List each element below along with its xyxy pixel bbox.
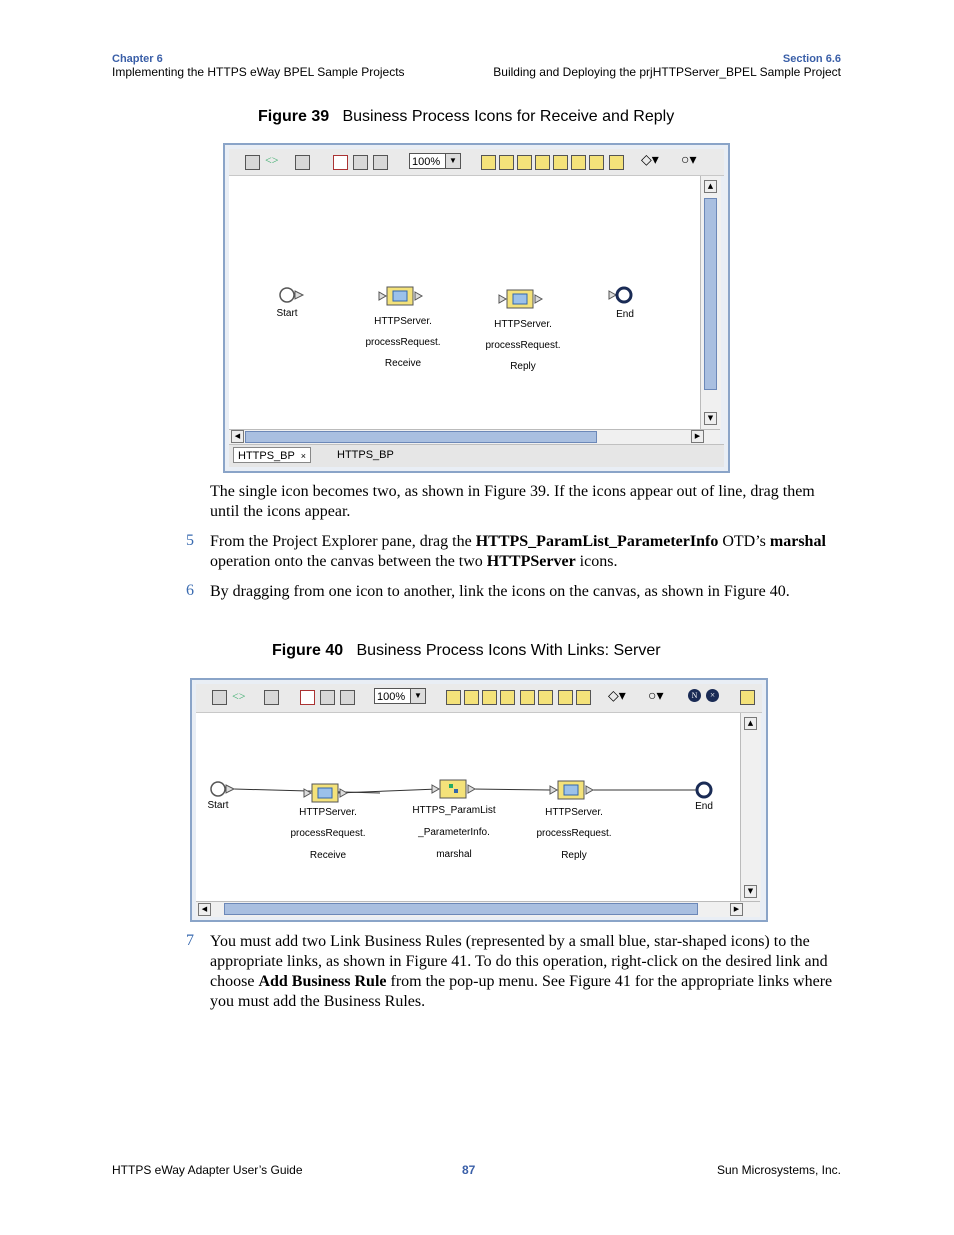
activity-icon-6[interactable] xyxy=(571,155,586,170)
step-7-number: 7 xyxy=(186,932,194,949)
figure-40-title: Business Process Icons With Links: Server xyxy=(356,642,661,659)
step-5-otd-name: HTTPS_ParamList_ParameterInfo xyxy=(475,533,719,550)
receive-in-port-icon xyxy=(379,292,386,300)
activity-icon-2[interactable] xyxy=(464,690,479,705)
activity-icon-3[interactable] xyxy=(517,155,532,170)
figure-40-toolbar xyxy=(196,684,762,713)
start-label: Start xyxy=(276,308,298,319)
footer-guide-title: HTTPS eWay Adapter User’s Guide xyxy=(112,1163,303,1177)
figure-39-title: Business Process Icons for Receive and Reply xyxy=(342,108,675,125)
figure-39-diagram xyxy=(229,176,700,429)
marshal-activity-icon[interactable] xyxy=(440,780,466,798)
step-7-text-2: from the pop-up menu. See Figure 41 for the appropriate links where you must add the Business Rules. xyxy=(210,973,833,1010)
activity-icon-4[interactable] xyxy=(500,690,515,705)
step-6-number: 6 xyxy=(186,582,194,599)
activity-icon-7[interactable] xyxy=(589,155,604,170)
figure-40-window xyxy=(190,678,768,922)
start-label: Start xyxy=(207,800,229,811)
link-marshal-reply[interactable] xyxy=(472,789,550,790)
sync-icon[interactable] xyxy=(295,155,310,170)
scroll-up-icon[interactable]: ▲ xyxy=(704,180,717,193)
reply-in-port-icon xyxy=(499,295,506,303)
paragraph-figure-39: The single icon becomes two, as shown in Figure 39. If the icons appear out of line, drag them until the icons appear. xyxy=(210,483,815,520)
tab-https-bp-second[interactable]: HTTPS_BP xyxy=(337,449,394,461)
chevron-down-icon[interactable]: ▼ xyxy=(410,689,425,703)
end-label: End xyxy=(616,309,634,320)
timer-icon[interactable] xyxy=(740,690,755,705)
chapter-label: Chapter 6 xyxy=(112,53,163,65)
reply-out-port-icon xyxy=(586,786,593,794)
validate-icon[interactable] xyxy=(300,690,315,705)
chevron-down-icon[interactable]: ▼ xyxy=(445,154,460,168)
figure-40-caption xyxy=(272,642,661,660)
reply-out-port-icon xyxy=(535,295,542,303)
print-icon[interactable] xyxy=(340,690,355,705)
tab-active-label: HTTPS_BP xyxy=(238,450,295,462)
zoom-value: 100% xyxy=(377,691,406,703)
end-port-icon xyxy=(609,291,616,299)
figure-39-caption xyxy=(258,108,674,126)
step-5-server: HTTPServer xyxy=(486,553,576,570)
reply-in-port-icon xyxy=(550,786,557,794)
receive-inner-icon xyxy=(393,291,407,301)
step-5-text-1: From the Project Explorer pane, drag the xyxy=(210,533,476,550)
end-node-icon[interactable] xyxy=(617,288,631,302)
marshal-label-2: _ParameterInfo. xyxy=(418,827,490,838)
marshal-in-port-icon xyxy=(432,785,439,793)
activity-icon-1[interactable] xyxy=(481,155,496,170)
marshal-out-port-icon xyxy=(468,785,475,793)
decision-icon[interactable]: ◇▾ xyxy=(641,153,659,168)
reply-inner-icon xyxy=(564,785,578,795)
properties-icon[interactable] xyxy=(320,690,335,705)
properties-icon[interactable] xyxy=(353,155,368,170)
chapter-title: Implementing the HTTPS eWay BPEL Sample Projects xyxy=(112,65,405,79)
tab-close-icon[interactable]: × xyxy=(300,451,306,461)
reply-label-1: HTTPServer. xyxy=(494,319,552,330)
receive-in-port-icon xyxy=(304,789,311,797)
receive-label-2: processRequest. xyxy=(290,828,366,839)
footer-company: Sun Microsystems, Inc. xyxy=(716,1163,841,1177)
reply-inner-icon xyxy=(513,294,527,304)
figure-40-canvas[interactable] xyxy=(196,713,740,901)
figure-39-tab-bar xyxy=(229,444,724,467)
marshal-label-1: HTTPS_ParamList xyxy=(412,805,496,816)
scroll-right-icon[interactable]: ▶ xyxy=(691,430,704,443)
receive-out-port-icon xyxy=(340,789,347,797)
step-5-text-3: operation onto the canvas between the two xyxy=(210,553,487,570)
link-receive-marshal[interactable] xyxy=(338,789,438,793)
activity-icon-1[interactable] xyxy=(446,690,461,705)
receive-label-1: HTTPServer. xyxy=(299,807,357,818)
step-6-text: By dragging from one icon to another, link the icons on the canvas, as shown in Figure 40. xyxy=(210,583,790,600)
receive-label-3: Receive xyxy=(384,358,422,369)
scroll-right-icon[interactable]: ▶ xyxy=(730,903,743,916)
code-view-icon[interactable]: <> xyxy=(232,689,246,703)
step-7-menu-item: Add Business Rule xyxy=(258,973,387,990)
zoom-value: 100% xyxy=(412,156,441,168)
receive-out-port-icon xyxy=(415,292,422,300)
scroll-down-icon[interactable]: ▼ xyxy=(704,412,717,425)
tab-https-bp-active[interactable] xyxy=(233,447,311,463)
figure-40-horizontal-scrollbar[interactable] xyxy=(196,901,760,917)
marshal-inner-icon xyxy=(449,784,453,788)
activity-icon-5[interactable] xyxy=(553,155,568,170)
reply-label-2: processRequest. xyxy=(536,828,612,839)
scroll-left-icon[interactable]: ◀ xyxy=(231,430,244,443)
marshal-label-3: marshal xyxy=(436,849,472,860)
code-view-icon[interactable]: <> xyxy=(265,153,279,167)
end-node-icon[interactable] xyxy=(697,783,711,797)
activity-icon-4[interactable] xyxy=(535,155,550,170)
figure-40-number: Figure 40 xyxy=(272,642,344,659)
figure-39-number: Figure 39 xyxy=(258,108,330,125)
section-title: Building and Deploying the prjHTTPServer_BPEL Sample Project xyxy=(493,65,841,79)
reply-label-1: HTTPServer. xyxy=(545,807,603,818)
page-number: 87 xyxy=(462,1163,476,1177)
section-label: Section 6.6 xyxy=(782,53,841,65)
step-5-text-4: icons. xyxy=(575,553,618,570)
scroll-up-icon[interactable]: ▲ xyxy=(744,717,757,730)
marshal-inner-icon-2 xyxy=(454,789,458,793)
activity-icon-8[interactable] xyxy=(609,155,624,170)
step-7-text xyxy=(210,932,846,1012)
vertical-scroll-thumb[interactable] xyxy=(704,198,717,390)
event-icon[interactable]: ○▾ xyxy=(681,153,697,168)
activity-icon-8[interactable] xyxy=(576,690,591,705)
zoom-select[interactable] xyxy=(374,688,426,704)
terminate-icon[interactable]: × xyxy=(706,689,719,702)
receive-label-1: HTTPServer. xyxy=(374,316,432,327)
receive-label-3: Receive xyxy=(309,850,347,861)
event-icon[interactable]: ○▾ xyxy=(648,689,664,704)
figure-40-vertical-scrollbar[interactable] xyxy=(740,713,761,901)
step-7-text-1: You must add two Link Business Rules (represented by a small blue, star-shaped icons) to the appropriate links, as shown in Figure 41. To do this operation, right-click on the desired link and choose xyxy=(210,933,828,990)
start-port-icon xyxy=(295,291,303,299)
start-node-icon[interactable] xyxy=(211,782,225,796)
figure-39-window xyxy=(223,143,730,473)
zoom-select[interactable] xyxy=(409,153,461,169)
start-port-icon xyxy=(226,785,234,793)
link-tool-icon[interactable] xyxy=(212,690,227,705)
scroll-down-icon[interactable]: ▼ xyxy=(744,885,757,898)
reply-label-2: processRequest. xyxy=(485,340,561,351)
activity-icon-6[interactable] xyxy=(538,690,553,705)
new-icon[interactable]: N xyxy=(688,689,701,702)
reply-label-3: Reply xyxy=(561,850,587,861)
step-5-operation: marshal xyxy=(769,533,826,550)
start-node-icon[interactable] xyxy=(280,288,294,302)
activity-icon-5[interactable] xyxy=(520,690,535,705)
end-label: End xyxy=(695,801,713,812)
reply-label-3: Reply xyxy=(510,361,536,372)
activity-icon-2[interactable] xyxy=(499,155,514,170)
step-5-text xyxy=(210,532,846,572)
receive-inner-icon xyxy=(318,788,332,798)
activity-icon-3[interactable] xyxy=(482,690,497,705)
validate-icon[interactable] xyxy=(333,155,348,170)
horizontal-scroll-thumb[interactable] xyxy=(224,903,698,915)
link-tool-icon[interactable] xyxy=(245,155,260,170)
step-5-text-2: OTD’s xyxy=(718,533,770,550)
horizontal-scroll-thumb[interactable] xyxy=(245,431,597,443)
sync-icon[interactable] xyxy=(264,690,279,705)
figure-39-canvas[interactable] xyxy=(229,176,700,429)
receive-label-2: processRequest. xyxy=(365,337,441,348)
scroll-left-icon[interactable]: ◀ xyxy=(198,903,211,916)
decision-icon[interactable]: ◇▾ xyxy=(608,689,626,704)
figure-39-horizontal-scrollbar[interactable] xyxy=(229,429,720,444)
figure-39-toolbar xyxy=(229,149,724,176)
figure-39-vertical-scrollbar[interactable] xyxy=(700,176,721,429)
activity-icon-7[interactable] xyxy=(558,690,573,705)
step-5-number: 5 xyxy=(186,532,194,549)
print-icon[interactable] xyxy=(373,155,388,170)
